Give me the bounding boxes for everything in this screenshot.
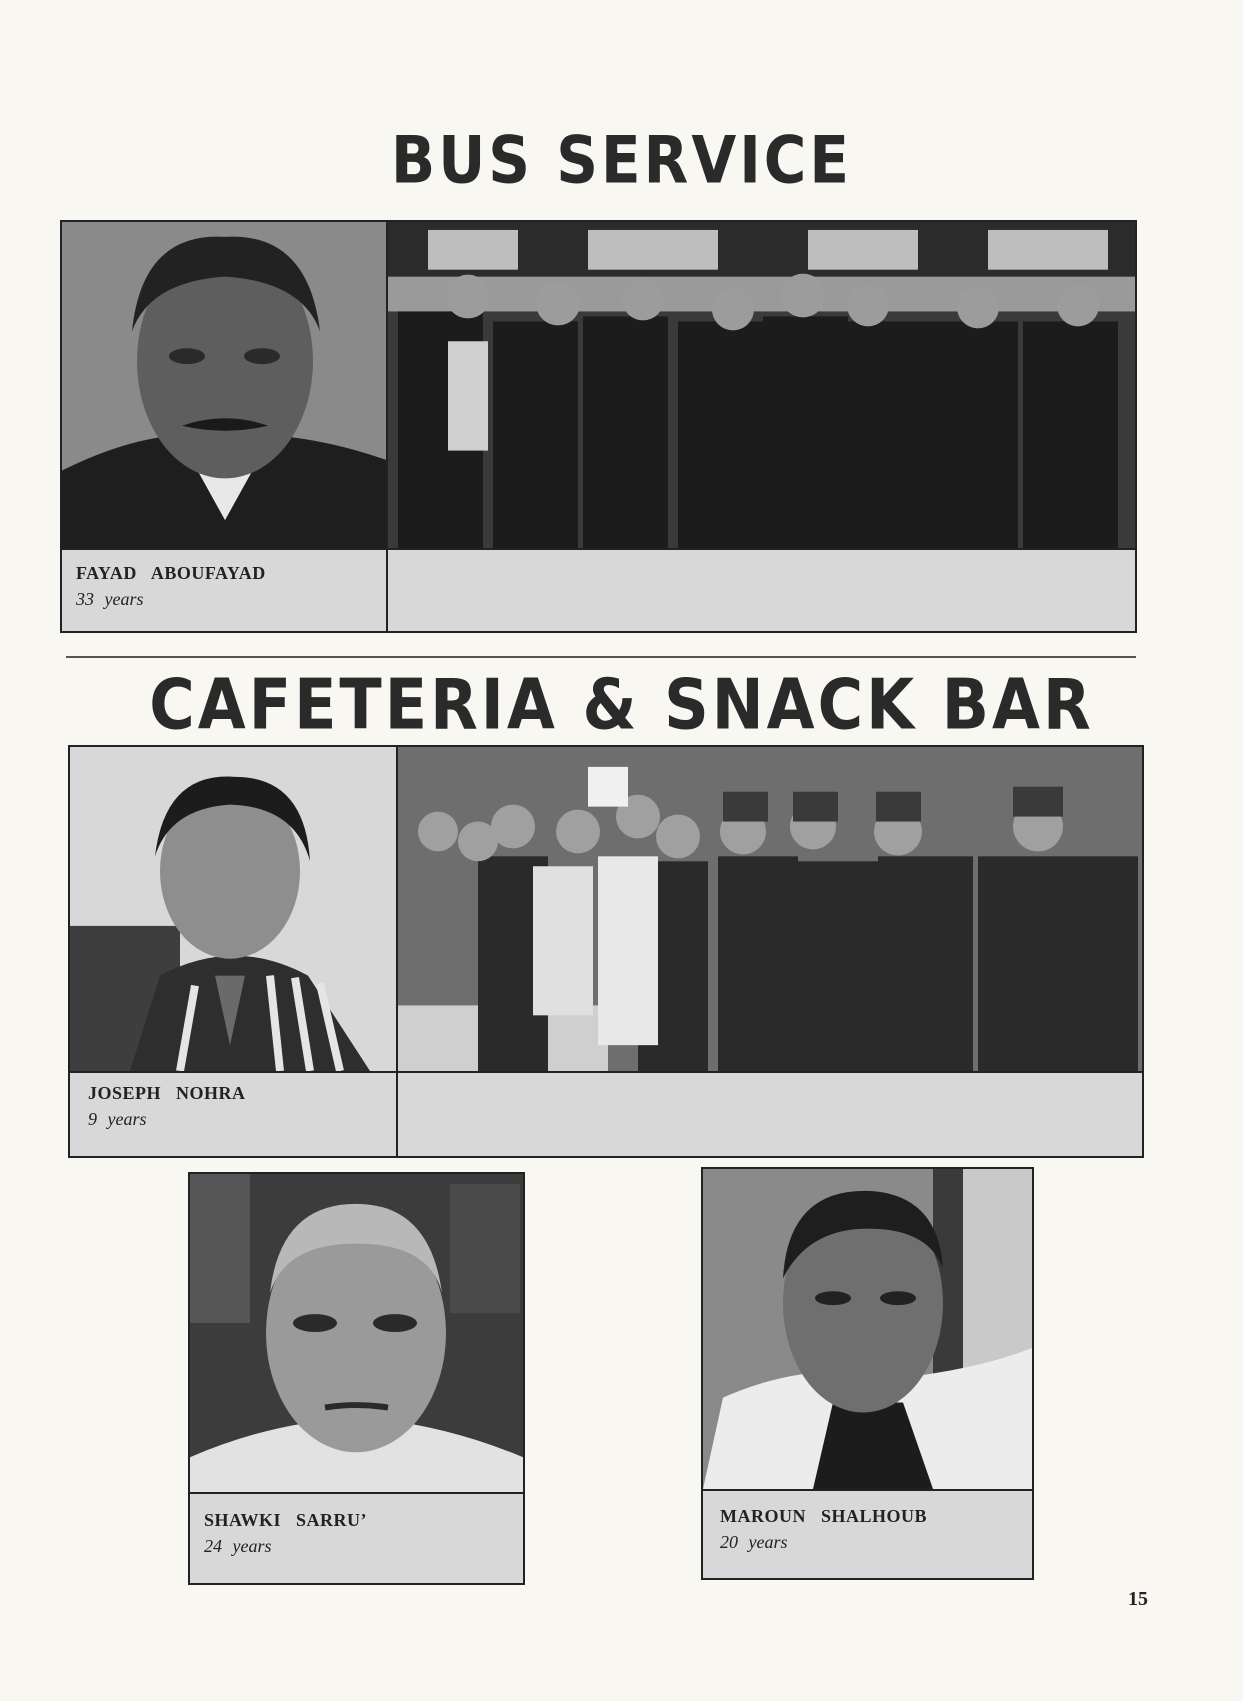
section-title-bus-service: BUS SERVICE	[391, 121, 852, 199]
employee-name: SHAWKI SARRU’	[204, 1510, 368, 1530]
portrait-card-shawki-sarru	[188, 1172, 525, 1585]
employee-name: FAYAD ABOUFAYAD	[76, 563, 266, 583]
portrait-photo-shawki-sarru	[190, 1174, 523, 1494]
caption-shawki-sarru	[204, 1507, 367, 1559]
panel-divider	[396, 747, 398, 1156]
portrait-photo-maroun-shalhoub	[703, 1169, 1032, 1491]
bus-service-panel	[60, 220, 1137, 633]
section-title-cafeteria-snack-bar: CAFETERIA & SNACK BAR	[149, 663, 1094, 746]
employee-name: JOSEPH NOHRA	[88, 1083, 246, 1103]
group-photo-bus-drivers	[388, 222, 1135, 550]
years-of-service: 20 years	[720, 1532, 788, 1552]
caption-joseph-nohra	[88, 1080, 246, 1132]
caption-maroun-shalhoub	[720, 1503, 927, 1555]
portrait-photo-joseph-nohra	[70, 747, 398, 1073]
section-divider-rule	[66, 656, 1136, 658]
cafeteria-panel	[68, 745, 1144, 1158]
portrait-photo-fayad-aboufayad	[62, 222, 388, 550]
panel-divider	[386, 222, 388, 631]
portrait-card-maroun-shalhoub	[701, 1167, 1034, 1580]
years-of-service: 33 years	[76, 589, 144, 609]
employee-name: MAROUN SHALHOUB	[720, 1506, 928, 1526]
years-of-service: 24 years	[204, 1536, 272, 1556]
page-number: 15	[1128, 1588, 1148, 1610]
group-photo-cafeteria-staff	[398, 747, 1142, 1073]
years-of-service: 9 years	[88, 1109, 147, 1129]
caption-fayad-aboufayad	[76, 560, 266, 612]
